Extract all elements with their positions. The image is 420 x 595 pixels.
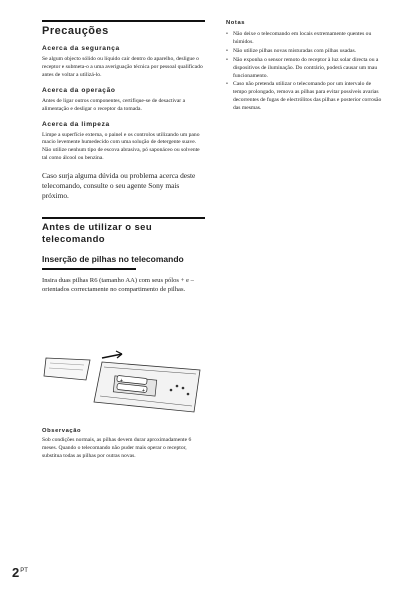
battery-text: Insira duas pilhas R6 (tamanho AA) com seus pólos + e – orientados correctamente no compartimento de pilhas. <box>42 276 194 293</box>
right-column <box>226 20 384 114</box>
battery-heading-rule <box>42 268 136 270</box>
page-number: $2^{PT}$ <box>12 565 28 580</box>
precautions-title: Precauções <box>42 25 109 37</box>
bullet: • <box>226 56 228 63</box>
observation-text: Sob condições normais, as pilhas devem durar aproximadamente 6 meses. Quando o telecomando não puder mais operar o receptor, substitua todas as pilhas por outras novas. <box>42 437 192 459</box>
cleaning-text: Limpe a superfície externa, o painel e os controlos utilizando um pano macio levemente humedecido com uma solução de detergente suave. Não utilize nenhum tipo de escova abrasiva, pó saponáceo ou solvente tal como álcool ou benzina. <box>42 131 200 162</box>
operation-heading: Acerca da operação <box>42 86 116 94</box>
top-rule <box>42 20 205 22</box>
cleaning-heading: Acerca da limpeza <box>42 120 110 128</box>
list-item: • Caso não pretenda utilizar o telecomando por um intervalo de tempo prolongado, remova as pilhas para evitar possíveis avarias decorrentes de fugas de electrólitos das pilhas e posterior corrosão das mesmas. <box>226 81 382 112</box>
battery-heading: Inserção de pilhas no telecomando <box>42 254 184 265</box>
doubt-text: Caso surja alguma dúvida ou problema acerca deste telecomando, consulte o seu agente Sony mais próximo. <box>42 171 196 201</box>
section-rule <box>42 217 205 219</box>
left-column <box>42 20 205 301</box>
svg-text:+: + <box>120 378 123 384</box>
list-item: • Não exponha o sensor remoto do receptor à luz solar directa ou a dispositivos de iluminação. Do contrário, poderá causar um mau funcionamento. <box>226 56 379 79</box>
notes-list <box>226 31 384 113</box>
list-item: • Não deixe o telecomando em locais extremamente quentes ou húmidos. <box>226 31 372 45</box>
observation-heading: Observação <box>42 428 82 434</box>
battery-insertion-illustration <box>42 350 205 420</box>
list-item: • Não utilize pilhas novas misturadas com pilhas usadas. <box>226 47 357 54</box>
operation-text: Antes de ligar outros componentes, certifique-se de desactivar a alimentação e desligar o receptor da tomada. <box>42 97 186 112</box>
bullet: • <box>226 31 228 37</box>
page-language: PT <box>20 567 28 574</box>
bullet: • <box>226 81 228 88</box>
bullet: • <box>226 47 228 54</box>
notes-heading: Notas <box>226 20 246 26</box>
svg-text:+: + <box>142 388 145 394</box>
security-text: Se algum objecto sólido ou líquido cair dentro do aparelho, desligue o receptor e submeta-o a uma averiguação técnica por pessoal qualificado antes de voltar a utilizá-lo. <box>42 56 203 78</box>
security-heading: Acerca da segurança <box>42 45 120 52</box>
observation-block <box>42 428 205 468</box>
before-use-title: Antes de utilizar o seu telecomando <box>42 222 153 246</box>
